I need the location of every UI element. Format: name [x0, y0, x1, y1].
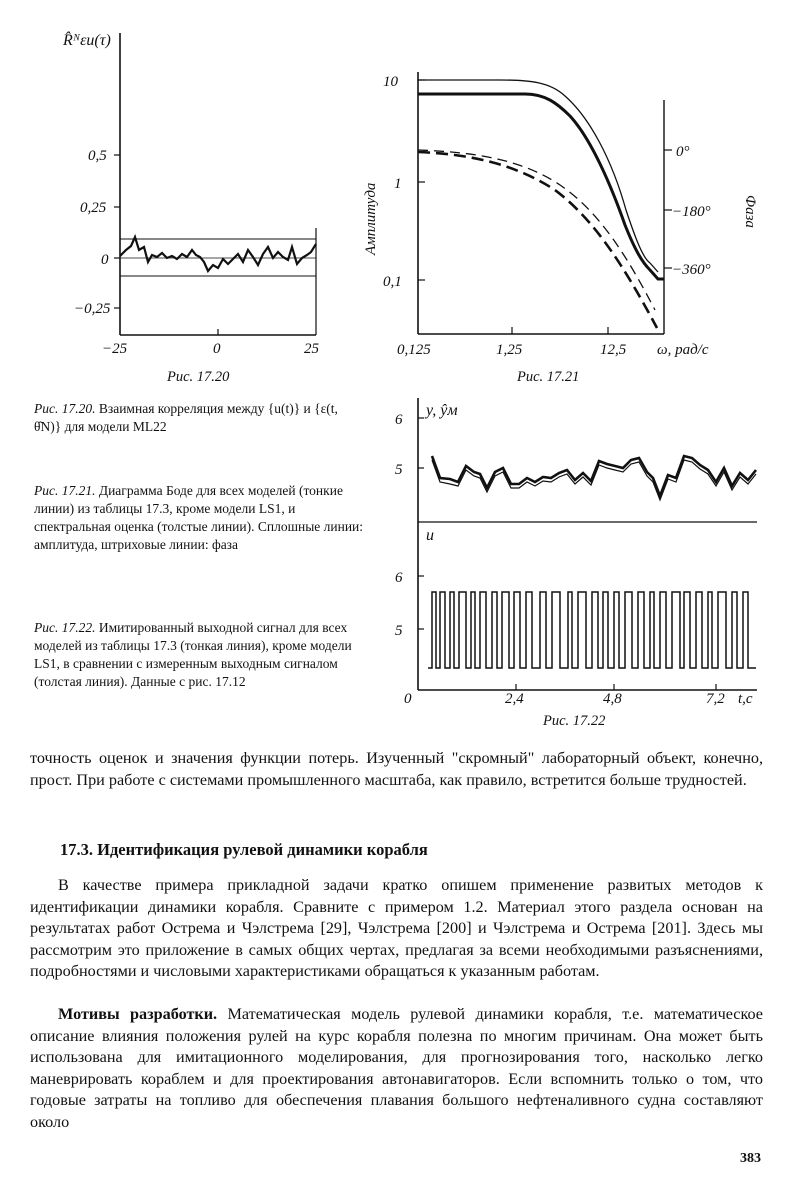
fig21-ytick-right: −360°	[672, 262, 711, 278]
paragraph-3	[30, 1004, 763, 1133]
fig22-input-signal	[428, 592, 756, 668]
fig20-ytick: −0,25	[74, 301, 111, 317]
fig20-axes	[114, 33, 316, 335]
fig21-ytick-right: 0°	[676, 144, 690, 160]
fig22-xlabel: t,c	[738, 691, 753, 707]
fig21-phase-spectral	[418, 152, 657, 328]
figure-17-20	[0, 0, 370, 395]
fig20-xtick: 25	[304, 341, 319, 357]
fig22-axes	[418, 398, 757, 690]
fig21-phase-models	[418, 150, 655, 310]
fig20-ytick: 0,25	[80, 200, 107, 216]
figure-17-21	[360, 55, 795, 395]
fig22-xtick: 7,2	[706, 691, 725, 707]
fig20-ylabel: R̂ᴺεu(τ)	[63, 32, 111, 49]
fig21-amplitude-spectral	[418, 94, 664, 279]
caption-17-22	[34, 619, 364, 691]
fig22-xtick: 2,4	[505, 691, 524, 707]
fig21-xtick: 12,5	[600, 342, 627, 358]
fig22-bottom-tick: 5	[395, 623, 403, 639]
fig22-top-tick: 6	[395, 412, 403, 428]
fig21-amplitude-models	[418, 80, 658, 272]
paragraph-1: точность оценок и значения функции потерь. Изученный "скромный" лабораторный объект, конечно, прост. При работе с системами промышленного масштаба, как правило, встретится больше трудностей.	[30, 749, 763, 789]
fig20-label: Рис. 17.20	[167, 369, 230, 385]
caption-17-21	[34, 482, 364, 554]
fig22-top-tick: 5	[395, 462, 403, 478]
fig21-ytick-left: 10	[383, 74, 398, 90]
fig21-ytick-left: 0,1	[383, 274, 402, 290]
page-number: 383	[740, 1151, 761, 1166]
caption-text: Взаимная корреляция между {u(t)} и {ε(t, θ̂N)} для модели ML22	[34, 401, 338, 434]
fig22-xtick: 4,8	[603, 691, 622, 707]
caption-title: Рис. 17.22.	[34, 620, 96, 635]
fig22-xtick: 0	[404, 691, 412, 707]
fig20-ytick: 0,5	[88, 148, 107, 164]
fig21-ylabel-left: Амплитуда	[363, 182, 379, 255]
caption-17-20	[34, 400, 364, 436]
fig22-top-label: y, ŷм	[426, 402, 458, 419]
fig21-xlabel: ω, рад/с	[657, 342, 709, 358]
fig21-ytick-right: −180°	[672, 204, 711, 220]
fig22-label: Рис. 17.22	[543, 713, 606, 729]
caption-title: Рис. 17.21.	[34, 483, 96, 498]
fig22-simulated-output	[432, 460, 756, 500]
caption-text: Имитированный выходной сигнал для всех моделей из таблицы 17.3 (тонкая линия), кроме модели LS1, в сравнении с измеренным выходным сигналом (толстая линия). Данные с рис. 17.12	[34, 620, 352, 689]
caption-text: Диаграмма Боде для всех моделей (тонкие линии) из таблицы 17.3, кроме модели LS1, и спектральная оценка (толстые линии). Сплошные линии: амплитуда, штриховые линии: фаза	[34, 483, 364, 552]
section-title: 17.3. Идентификация рулевой динамики корабля	[60, 840, 428, 859]
fig20-xtick: 0	[213, 341, 221, 357]
paragraph-text: Математическая модель рулевой динамики корабля, т.е. математическое описание влияния положения рулей на курс корабля полезна по многим причинам. Она может быть использована для имитационного моделирования, для прогнозирования того, насколько легко маневрировать кораблем и для проектирования автонавигаторов. Если вспомнить только о том, что годовые затраты на топливо для обеспечения плавания большого нефтеналивного судна составляют около	[30, 1005, 763, 1131]
paragraph-2: В качестве примера прикладной задачи кратко опишем применение развитых методов к идентификации динамики корабля. Сравните с примером 1.2. Материал этого раздела основан на результатах работ Острема и Чэлстрема [29], Чэлстрема [200] и Чэлстрема и Острема [201]. Здесь мы рассмотрим это приложение в самых общих чертах, предлагая за всеми необходимыми разъяснениями, подробностями и числовыми характеристиками обращаться к указанным работам.	[30, 876, 763, 980]
fig22-bottom-tick: 6	[395, 570, 403, 586]
fig22-bottom-label: u	[426, 527, 434, 544]
paragraph-lead: Мотивы разработки.	[58, 1005, 218, 1023]
figure-17-22	[370, 395, 795, 735]
fig20-xtick: −25	[102, 341, 128, 357]
fig21-xtick: 1,25	[496, 342, 523, 358]
caption-title: Рис. 17.20.	[34, 401, 96, 416]
fig21-ytick-left: 1	[394, 176, 402, 192]
fig21-ylabel-right: Фаза	[742, 195, 758, 228]
fig20-ytick: 0	[101, 252, 109, 268]
fig21-label: Рис. 17.21	[517, 369, 580, 385]
fig21-axes	[418, 72, 672, 334]
fig21-xtick: 0,125	[397, 342, 431, 358]
fig20-correlation-curve	[120, 237, 316, 271]
